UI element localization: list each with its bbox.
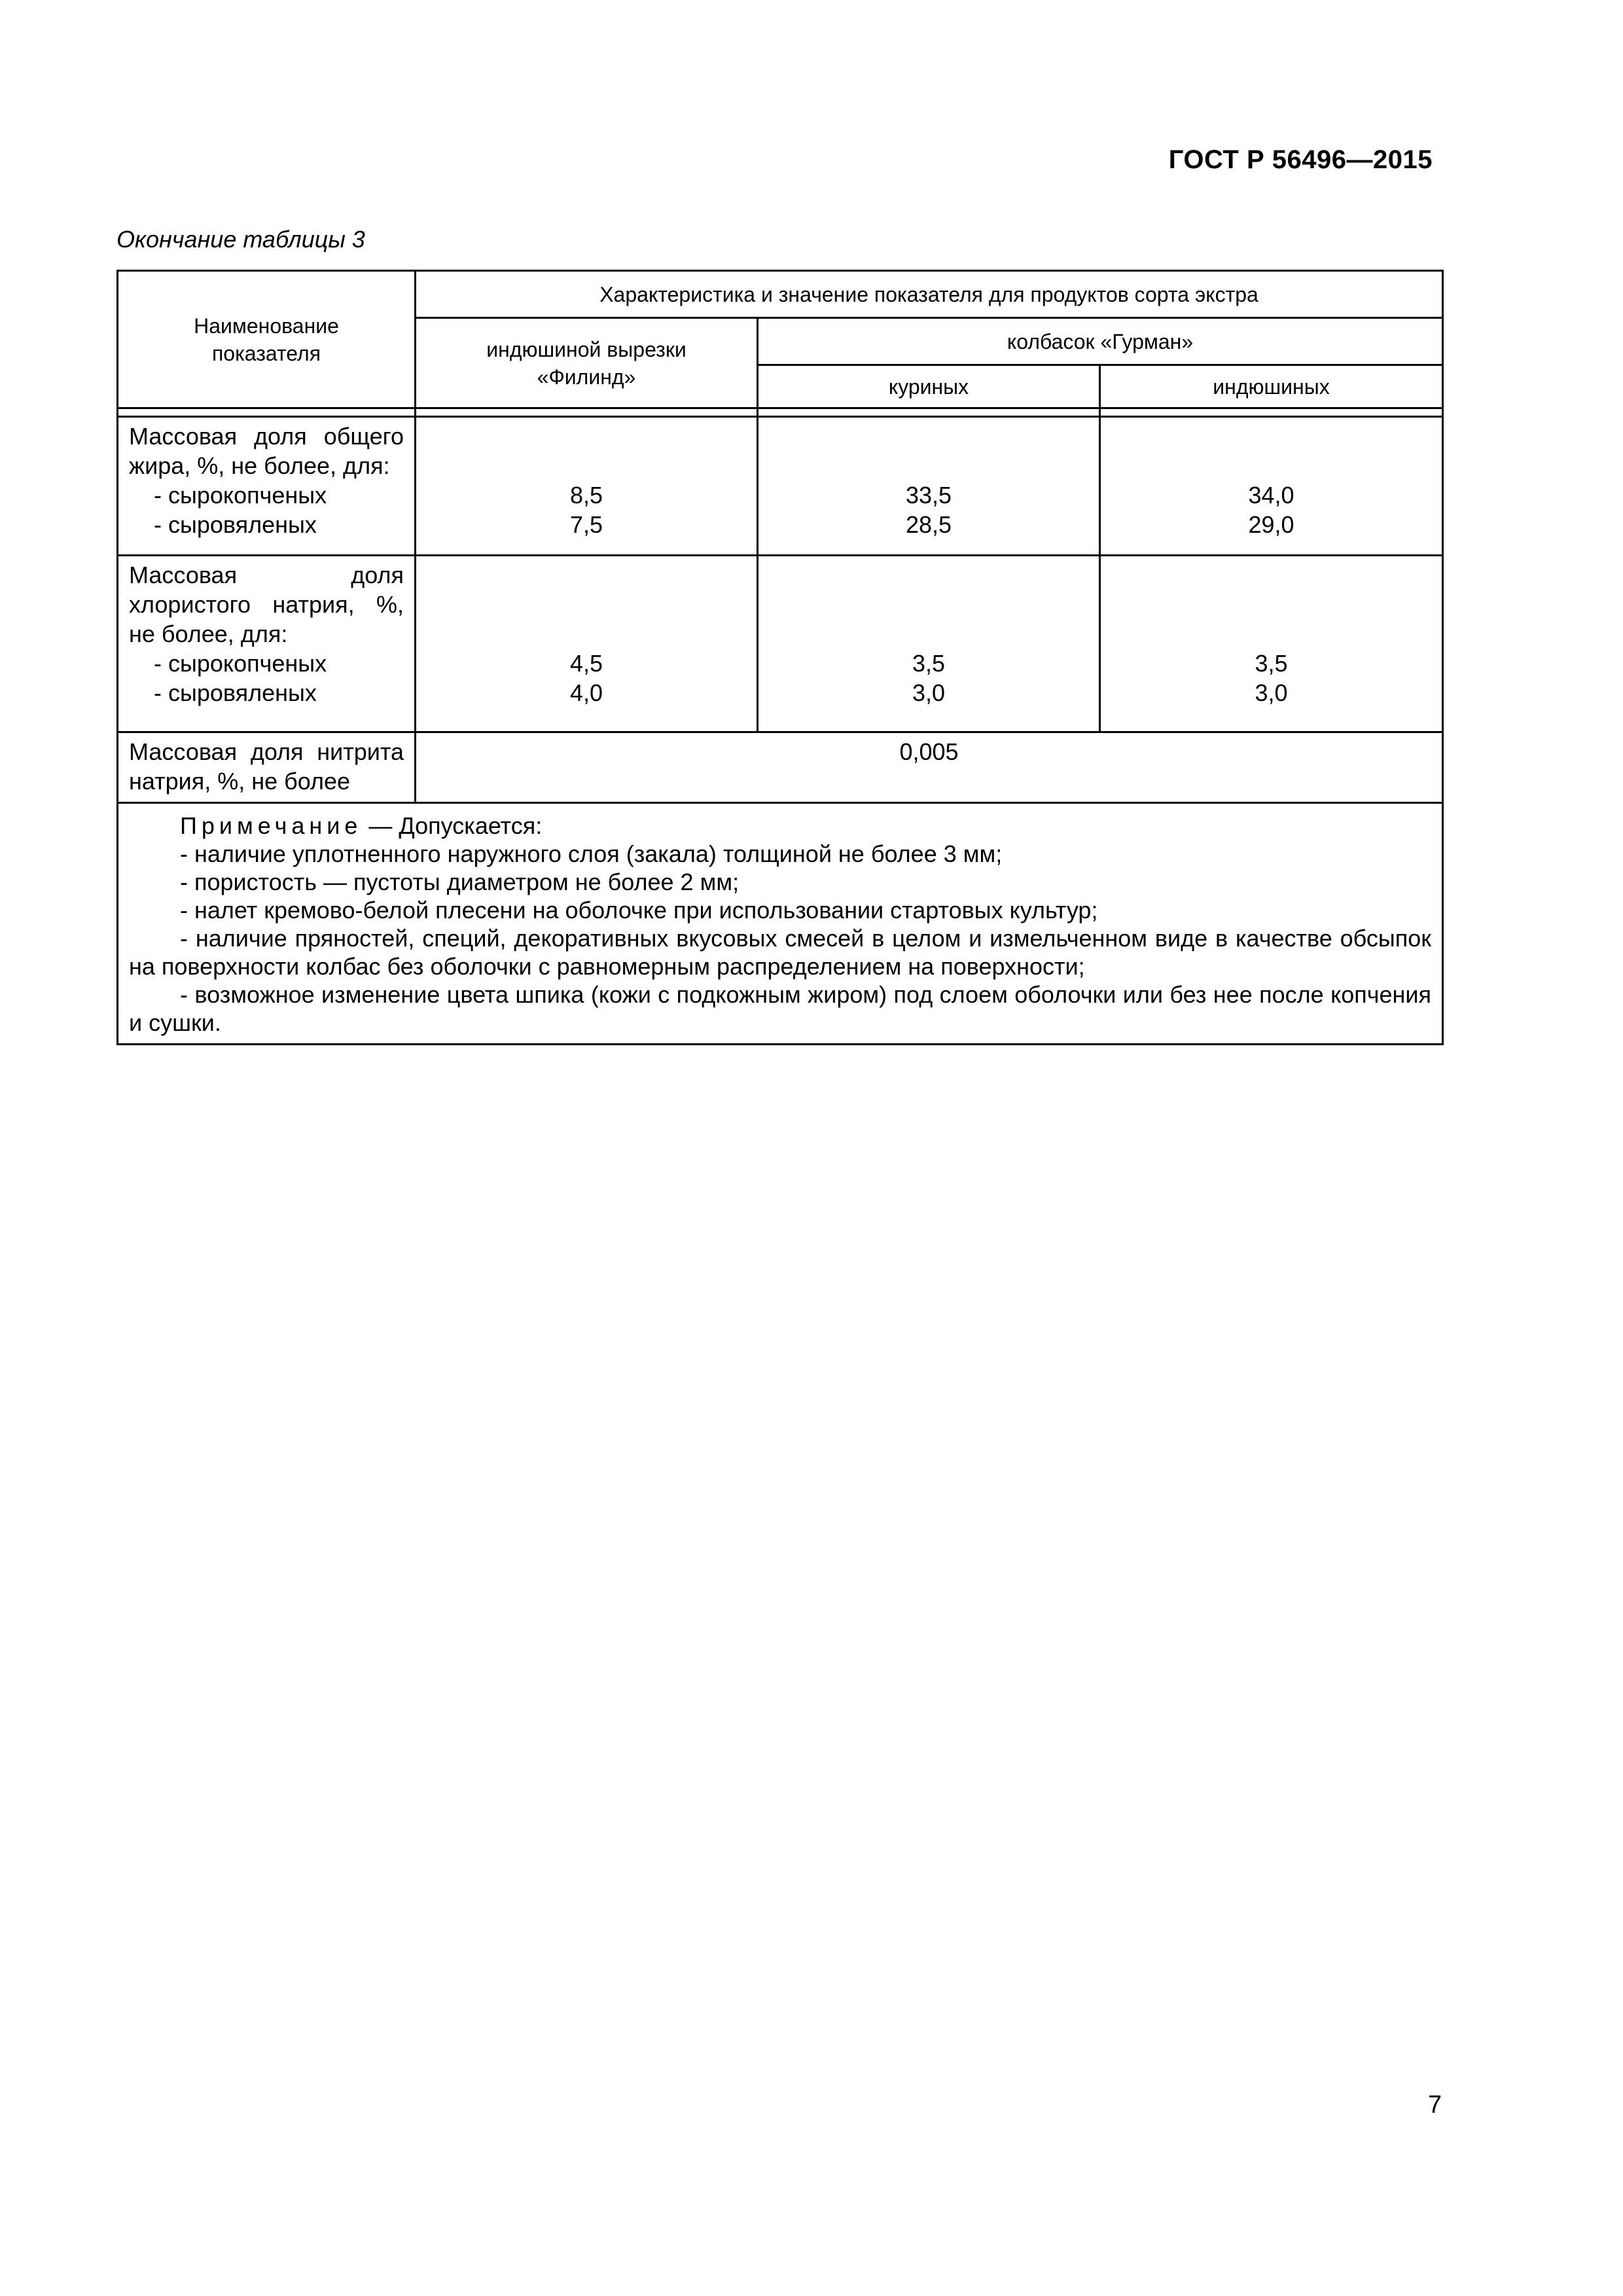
note-item: - наличие уплотненного наружного слоя (закала) толщиной не более 3 мм; <box>180 840 1003 867</box>
page-number: 7 <box>1428 2091 1442 2119</box>
value: 4,0 <box>569 679 603 706</box>
table-row <box>118 556 1443 732</box>
value: 0,005 <box>899 738 959 765</box>
header-indicator <box>118 271 416 408</box>
value: 28,5 <box>905 511 952 538</box>
value: 4,5 <box>569 650 603 677</box>
header-fillet-label: индюшиной вырезки «Филинд» <box>486 337 687 389</box>
row-label-text: Массовая доля нитрита натрия, %, не более <box>129 738 404 795</box>
value: 3,5 <box>1255 650 1288 677</box>
value: 29,0 <box>1248 511 1294 538</box>
value-cell-fillet <box>416 417 758 556</box>
table-note-row <box>118 803 1443 1045</box>
value-cell-chicken <box>758 417 1100 556</box>
row-sub-dried: - сыровяленых <box>154 679 317 706</box>
value: 3,0 <box>912 679 946 706</box>
standard-designation: ГОСТ Р 56496—2015 <box>1168 145 1433 174</box>
value-cell-chicken <box>758 556 1100 732</box>
value: 33,5 <box>905 482 952 509</box>
table-row <box>118 732 1443 803</box>
table-caption: Окончание таблицы 3 <box>116 226 365 253</box>
row-label-text: Массовая доля общего жира, %, не более, для: <box>129 423 404 479</box>
note-lead: — Допускается: <box>362 812 543 839</box>
value: 3,0 <box>1255 679 1288 706</box>
value: 7,5 <box>569 511 603 538</box>
value-cell-fillet <box>416 556 758 732</box>
header-characteristic: Характеристика и значение показателя для продуктов сорта экстра <box>416 271 1443 318</box>
table-note <box>118 803 1443 1045</box>
note-item: - налет кремово-белой плесени на оболочке при использовании стартовых культур; <box>180 897 1098 924</box>
header-fillet <box>416 318 758 408</box>
header-sausages: колбасок «Гурман» <box>758 318 1443 365</box>
row-label-nitrite <box>118 732 416 803</box>
row-label-fat <box>118 417 416 556</box>
table-row <box>118 417 1443 556</box>
row-label-text: Массовая доля хлористого натрия, %, не более, для: <box>129 562 404 647</box>
row-label-salt <box>118 556 416 732</box>
note-item: - пористость — пустоты диаметром не более 2 мм; <box>180 869 740 895</box>
note-item: - наличие пряностей, специй, декоративных вкусовых смесей в целом и измельченном виде в качестве обсыпок на поверхности колбас без оболочки с равномерным распределением на поверхности; <box>129 925 1432 980</box>
value-cell-turkey <box>1100 417 1443 556</box>
header-chicken: куриных <box>758 365 1100 408</box>
value: 34,0 <box>1248 482 1294 509</box>
value: 8,5 <box>569 482 603 509</box>
value: 3,5 <box>912 650 946 677</box>
row-sub-dried: - сыровяленых <box>154 511 317 538</box>
header-indicator-label: Наименование показателя <box>194 314 339 365</box>
note-heading <box>129 812 1431 840</box>
row-sub-smoked: - сырокопченых <box>154 482 327 509</box>
note-word: Примечание <box>180 812 363 839</box>
note-item: - возможное изменение цвета шпика (кожи с подкожным жиром) под слоем оболочки или без нее после копчения и сушки. <box>129 981 1432 1036</box>
header-separator <box>118 408 1443 417</box>
indicators-table <box>116 270 1444 1045</box>
value-cell-turkey <box>1100 556 1443 732</box>
row-sub-smoked: - сырокопченых <box>154 650 327 677</box>
header-turkey: индюшиных <box>1100 365 1443 408</box>
value-cell-nitrite <box>416 732 1443 803</box>
